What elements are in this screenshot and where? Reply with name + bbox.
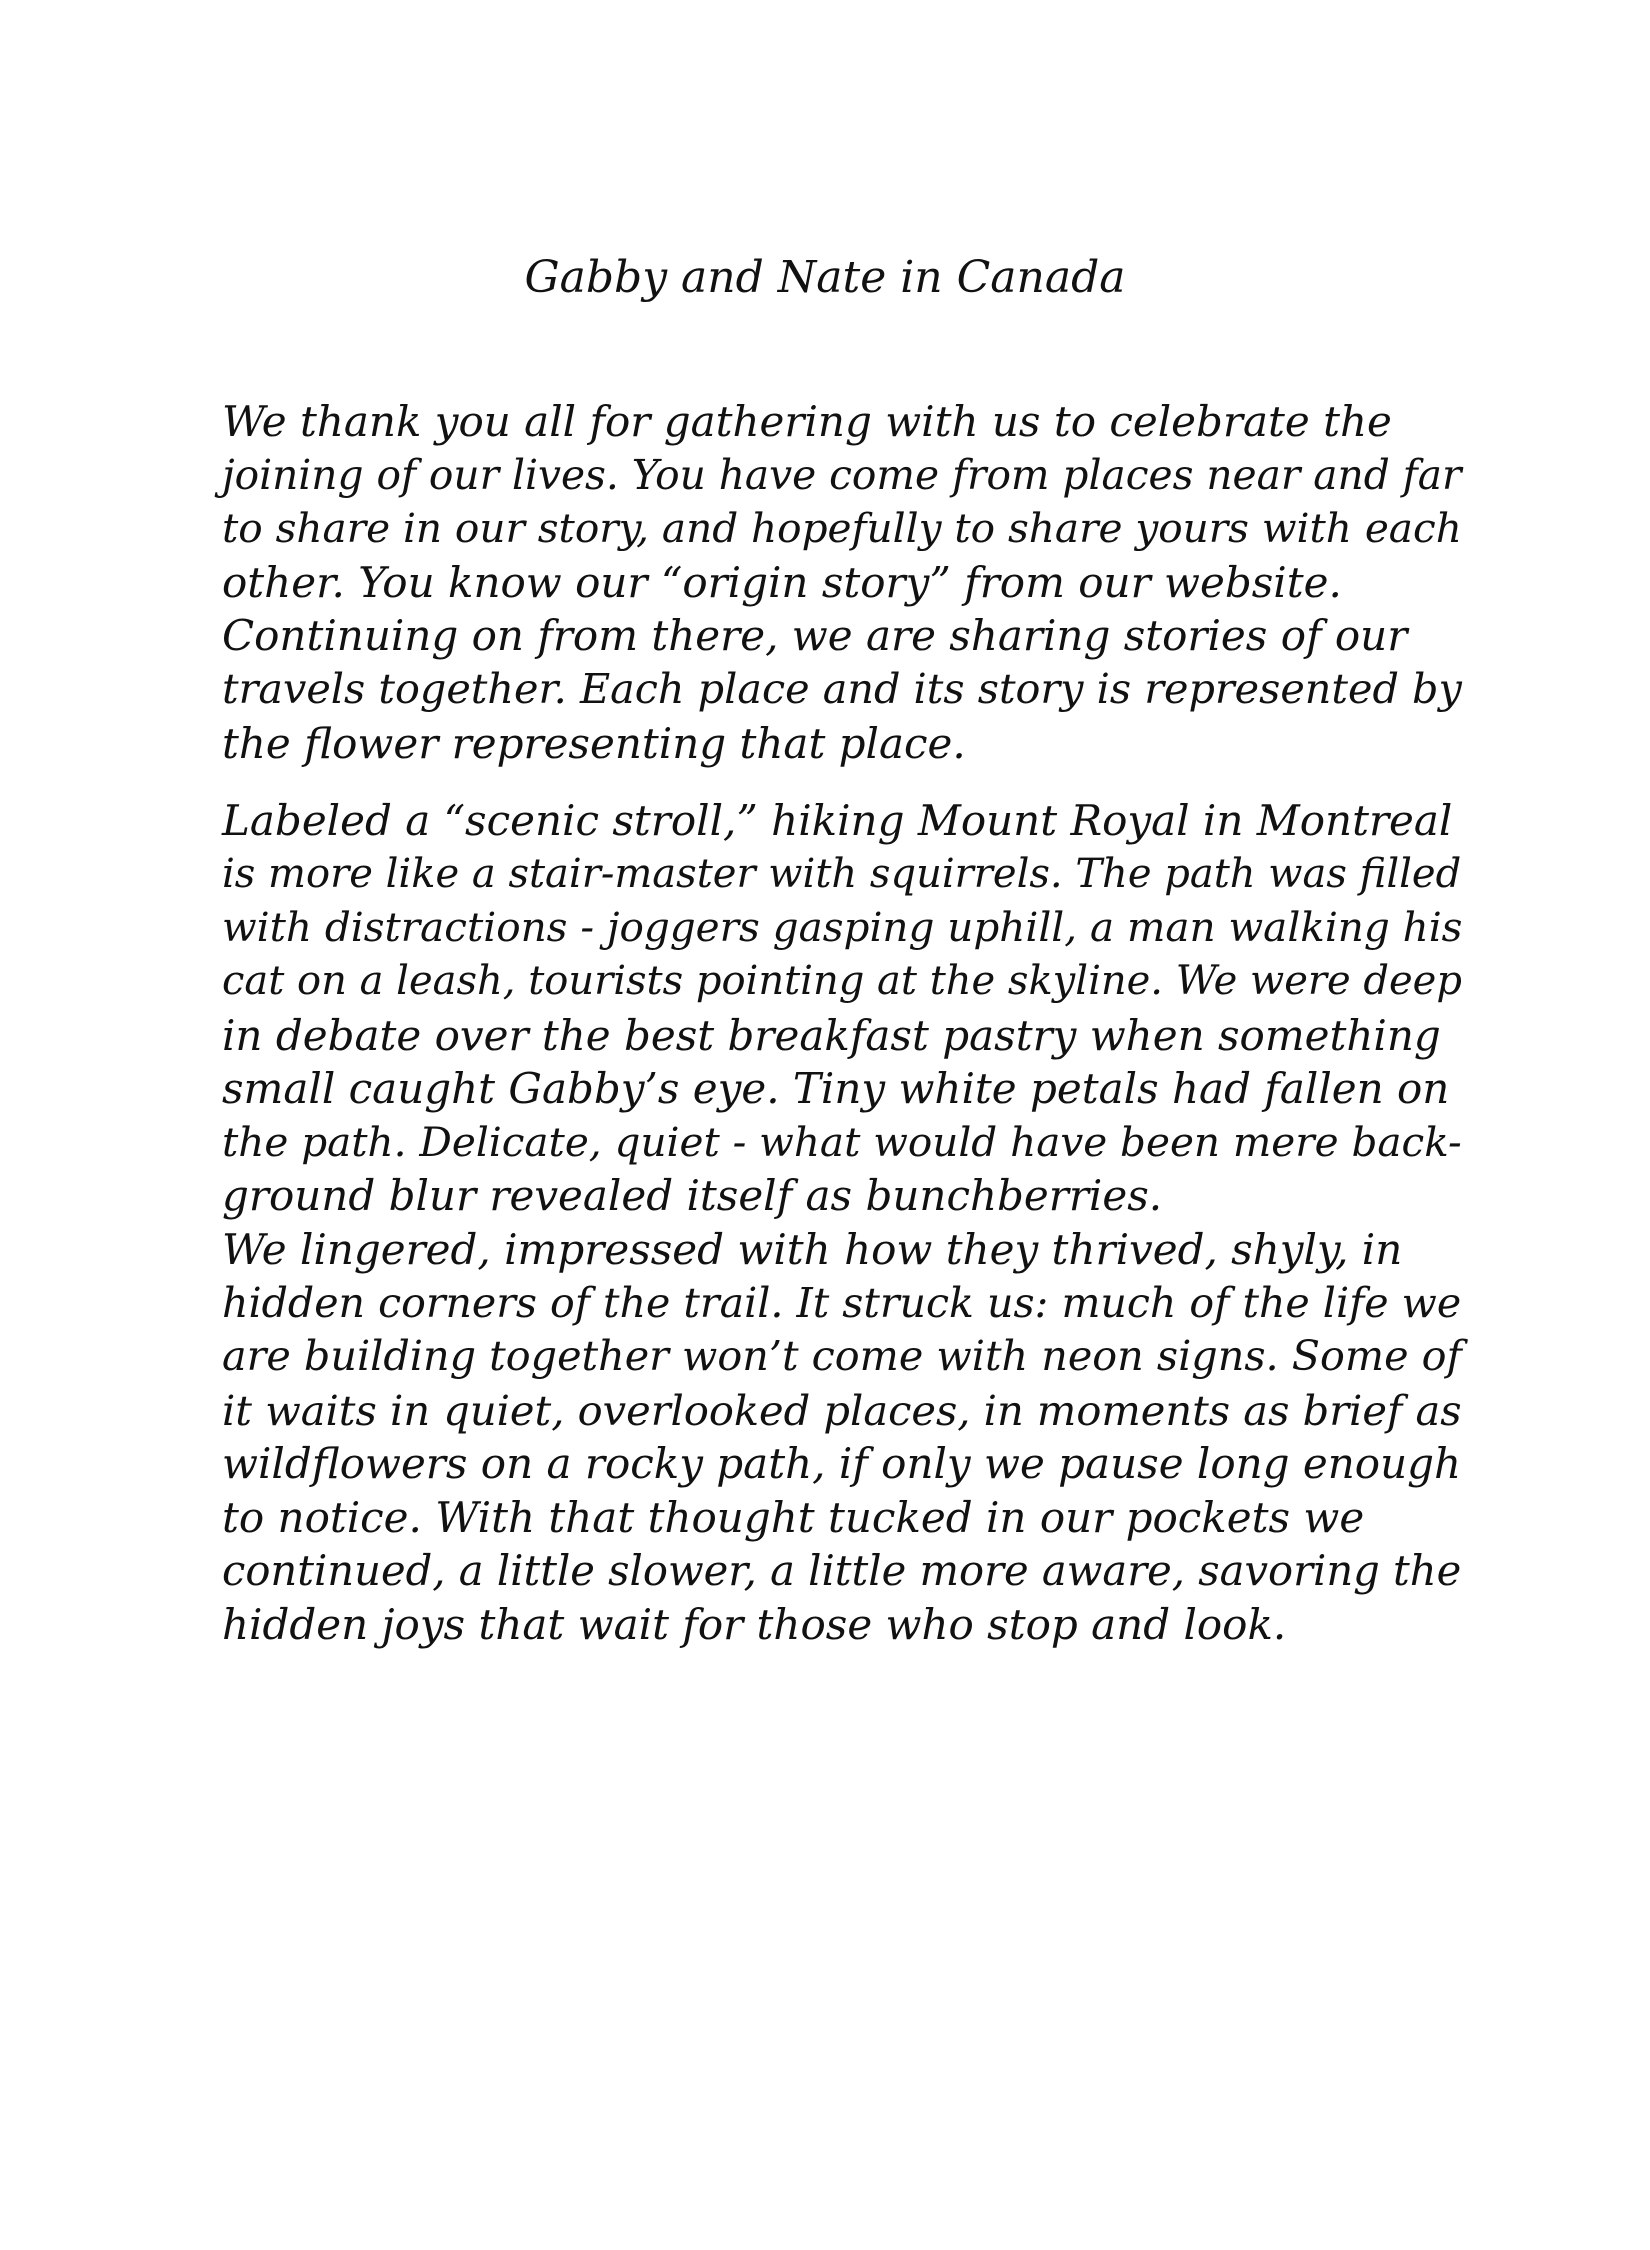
text-line: wildflowers on a rocky path, if only we pause long enough — [222, 1439, 1462, 1489]
text-line: the flower representing that place. — [222, 718, 966, 768]
text-line: the path. Delicate, quiet - what would have been mere back- — [222, 1117, 1462, 1166]
text-line: Continuing on from there, we are sharing stories of our — [222, 611, 1408, 661]
text-line: Labeled a “scenic stroll,” hiking Mount Royal in Montreal — [222, 796, 1453, 846]
text-line: joining of our lives. You have come from places near and far — [222, 450, 1462, 499]
text-line: We thank you all for gathering with us to celebrate the — [222, 397, 1392, 446]
text-line: are building together won’t come with neon signs. Some of — [222, 1332, 1462, 1381]
document-body — [222, 395, 1462, 1652]
text-line: hidden joys that wait for those who stop and look. — [222, 1600, 1287, 1650]
paragraph-mount-royal — [222, 794, 1462, 1652]
text-line: with distractions - joggers gasping uphill, a man walking his — [222, 903, 1463, 952]
document-title: Gabby and Nate in Canada — [524, 252, 1126, 303]
text-line: in debate over the best breakfast pastry when something — [222, 1010, 1441, 1060]
text-line: to notice. With that thought tucked in our pockets we — [222, 1492, 1365, 1542]
paragraph-welcome — [222, 395, 1462, 770]
paragraph-spacer — [222, 770, 1462, 794]
text-line: cat on a leash, tourists pointing at the skyline. We were deep — [222, 957, 1462, 1004]
text-line: other. You know our “origin story” from our website. — [222, 557, 1342, 607]
text-line: travels together. Each place and its story is represented by — [222, 664, 1462, 713]
text-line: it waits in quiet, overlooked places, in moments as brief as — [222, 1385, 1462, 1435]
text-line: We lingered, impressed with how they thrived, shyly, in — [222, 1224, 1403, 1274]
text-line: ground blur revealed itself as bunchberries. — [222, 1171, 1163, 1221]
text-line: continued, a little slower, a little more aware, savoring the — [222, 1546, 1462, 1596]
text-line: is more like a stair-master with squirrels. The path was filled — [222, 850, 1462, 897]
text-line: to share in our story, and hopefully to share yours with each — [222, 504, 1462, 553]
text-line: small caught Gabby’s eye. Tiny white petals had fallen on — [222, 1064, 1450, 1114]
text-line: hidden corners of the trail. It struck us: much of the life we — [222, 1278, 1462, 1327]
